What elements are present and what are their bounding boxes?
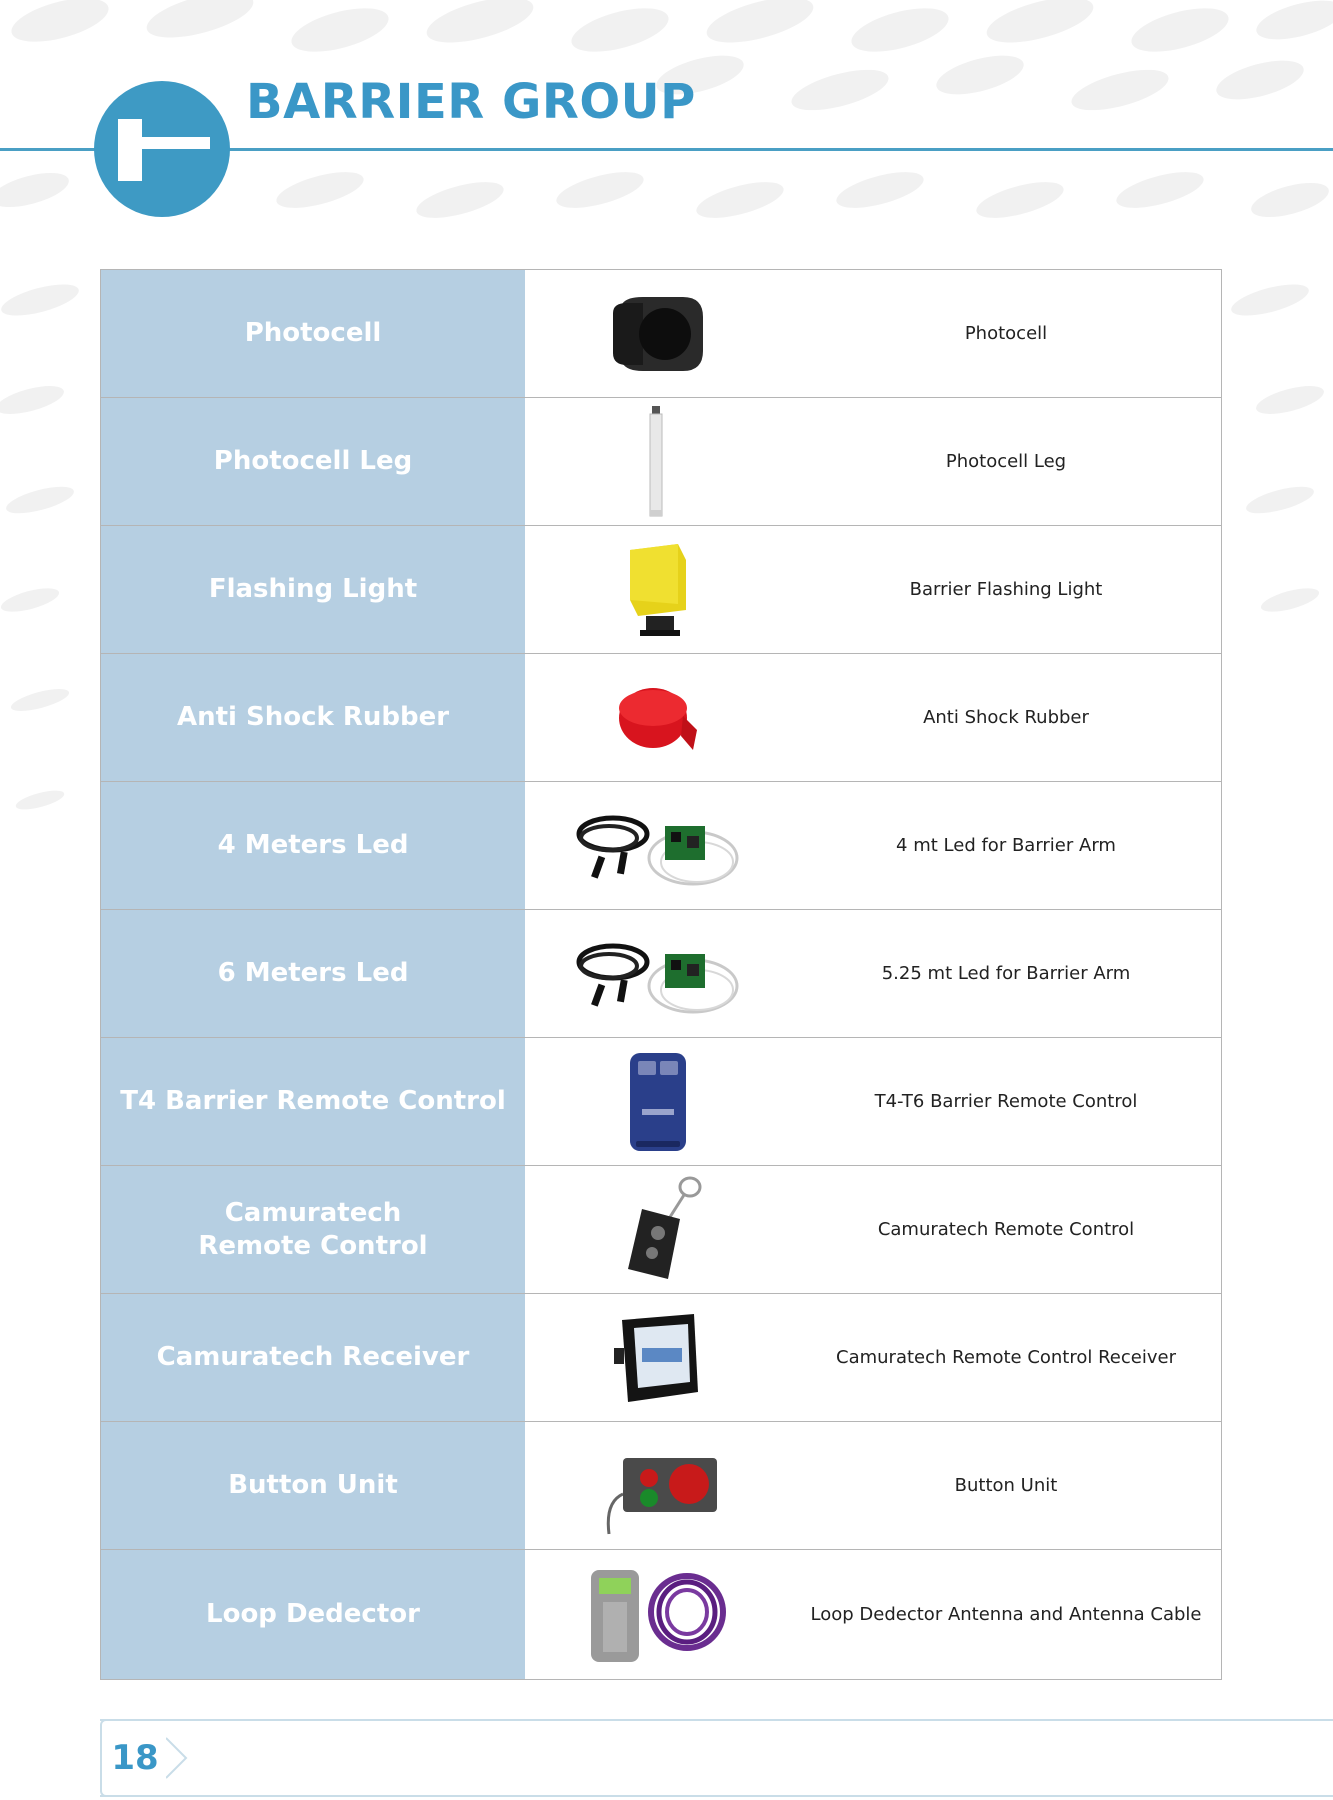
- photocell-image: [525, 270, 791, 397]
- table-row: [101, 782, 1221, 910]
- table-row: [101, 270, 1221, 398]
- flashing-light-image: [525, 526, 791, 653]
- product-description: Loop Dedector Antenna and Antenna Cable: [810, 1604, 1202, 1625]
- keyfob-remote-image: [525, 1166, 791, 1293]
- product-description: Photocell Leg: [945, 451, 1067, 472]
- product-description: Camuratech Remote Control: [877, 1219, 1135, 1240]
- product-description: Camuratech Remote Control Receiver: [836, 1347, 1176, 1368]
- product-name: Anti Shock Rubber: [101, 654, 525, 781]
- product-description: Button Unit: [954, 1475, 1058, 1496]
- product-name: 6 Meters Led: [101, 910, 525, 1037]
- loop-detector-image: [525, 1550, 791, 1679]
- footer-rule: [100, 1719, 1333, 1721]
- table-row: [101, 1550, 1221, 1679]
- footer-rule-bottom: [100, 1795, 1333, 1797]
- table-row: [101, 1422, 1221, 1550]
- receiver-box-image: [525, 1294, 791, 1421]
- anti-shock-rubber-image: [525, 654, 791, 781]
- remote-control-image: [525, 1038, 791, 1165]
- product-name: Loop Dedector: [101, 1550, 525, 1679]
- product-description: Photocell: [964, 323, 1048, 344]
- page-title: BARRIER GROUP: [246, 74, 696, 130]
- product-name: Button Unit: [101, 1422, 525, 1549]
- product-description: 5.25 mt Led for Barrier Arm: [881, 963, 1131, 984]
- table-row: [101, 526, 1221, 654]
- table-row: [101, 1038, 1221, 1166]
- table-row: [101, 398, 1221, 526]
- chevron-right-icon: [166, 1736, 190, 1780]
- product-description: Barrier Flashing Light: [909, 579, 1103, 600]
- page-number-tab: [100, 1719, 168, 1797]
- product-name: 4 Meters Led: [101, 782, 525, 909]
- product-description: Anti Shock Rubber: [923, 707, 1089, 728]
- product-name: Camuratech Receiver: [101, 1294, 525, 1421]
- table-row: [101, 1294, 1221, 1422]
- table-row: [101, 910, 1221, 1038]
- barrier-icon: [94, 81, 230, 217]
- product-name: Flashing Light: [101, 526, 525, 653]
- photocell-leg-image: [525, 398, 791, 525]
- product-name: Photocell: [101, 270, 525, 397]
- table-row: [101, 1166, 1221, 1294]
- page-number: 18: [111, 1738, 159, 1778]
- button-unit-image: [525, 1422, 791, 1549]
- product-name: T4 Barrier Remote Control: [101, 1038, 525, 1165]
- led-kit-image: [525, 782, 791, 909]
- product-description: 4 mt Led for Barrier Arm: [896, 835, 1116, 856]
- led-kit-image: [525, 910, 791, 1037]
- product-table: [100, 269, 1222, 1680]
- product-name: Camuratech Remote Control: [101, 1166, 525, 1293]
- table-row: [101, 654, 1221, 782]
- product-description: T4-T6 Barrier Remote Control: [874, 1091, 1138, 1112]
- product-name: Photocell Leg: [101, 398, 525, 525]
